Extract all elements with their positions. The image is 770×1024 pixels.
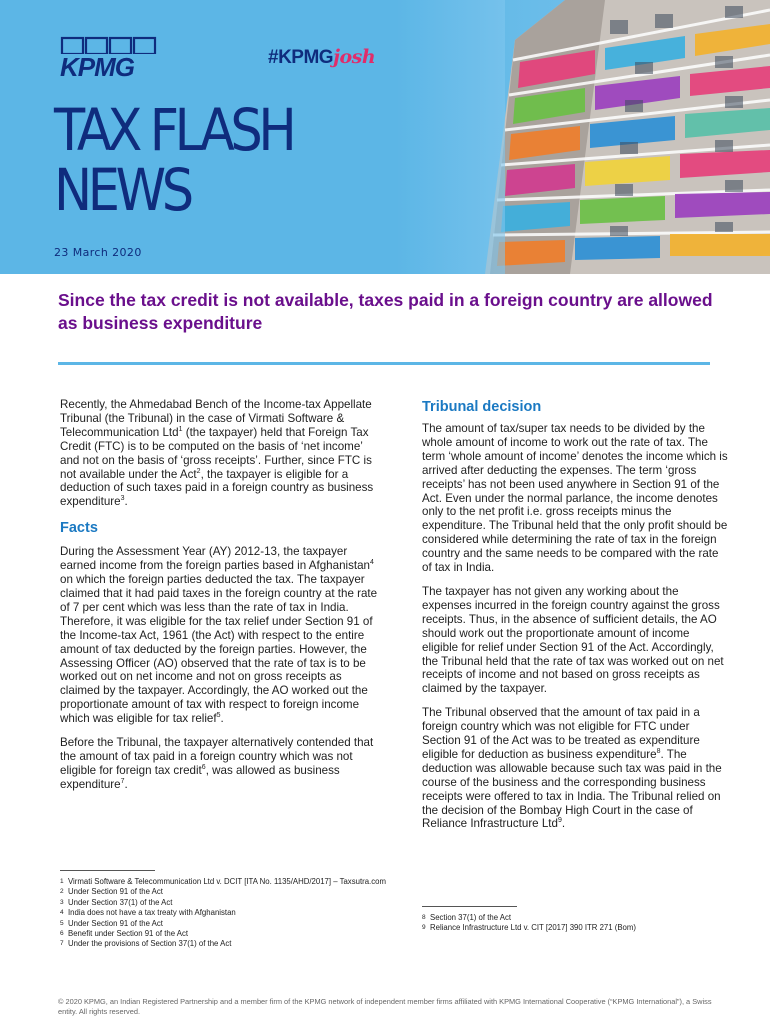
footnotes-left (60, 877, 390, 950)
facts-heading: Facts (60, 520, 98, 537)
intro-paragraph: Recently, the Ahmedabad Bench of the Income-tax Appellate Tribunal (the Tribunal) in the case of Virmati Software & Telecommunication Ltd$^1$ (the taxpayer) held that Foreign Tax Credit (FTC) is to be computed on the basis of ‘net income’ and not on the basis of ‘gross receipts’. Further, since FTC is not available under the Act$^2$, the taxpayer is eligible for a deduction of such taxes paid in a foreign country as business expenditure$^3$. (60, 398, 374, 509)
article-headline: Since the tax credit is not available, taxes paid in a foreign country are allowed as business expenditure (58, 290, 713, 333)
title-line-2: NEWS (54, 156, 190, 224)
footnote: 6 Benefit under Section 91 of the Act (60, 929, 189, 939)
hashtag-accent: josh (333, 46, 376, 68)
footnote: 5 Under Section 91 of the Act (60, 918, 163, 928)
copyright-notice: © 2020 KPMG, an Indian Registered Partnership and a member firm of the KPMG network of independent member firms affiliated with KPMG International Cooperative (“KPMG International”), a Swiss entity. All rights reserved. (58, 997, 712, 1016)
facts-paragraph: During the Assessment Year (AY) 2012-13, the taxpayer earned income from the foreign parties based in Afghanistan$^4$ on which the foreign parties deducted the tax. The taxpayer claimed that it had paid taxes in the foreign country at the rate of 7 per cent which was less than the rate of tax in India. Therefore, it was eligible for the tax relief under Section 91 of the Income-tax Act, 1961 (the Act) with respect to the entire amount of tax deducted by the foreign parties. However, the Assessing Officer (AO) observed that the rate of tax is to be worked out on net income and not on gross receipts as claimed by the taxpayer. Accordingly, the AO worked out the proportionate amount of tax with respect to foreign income which was eligible for tax relief$^5$. (60, 545, 378, 726)
title-line-1: TAX FLASH (54, 96, 293, 164)
header-banner (0, 0, 770, 274)
footnote: 2 Under Section 91 of the Act (60, 887, 163, 897)
kpmg-josh-hashtag (268, 46, 375, 69)
footnotes-right (422, 913, 722, 934)
footnote-divider-right (422, 906, 517, 907)
headline-divider (58, 362, 710, 365)
right-column (422, 398, 728, 841)
footnote: 8 Section 37(1) of the Act (422, 913, 512, 922)
hashtag-prefix: #KPMG (268, 47, 334, 68)
footnote-divider-left (60, 870, 155, 871)
footnote: 7 Under the provisions of Section 37(1) of the Act (60, 939, 232, 949)
page-title (54, 96, 293, 224)
before-tribunal-paragraph: Before the Tribunal, the taxpayer alternatively contended that the amount of tax paid in a foreign country which was not eligible for foreign tax credit$^6$, was allowed as business expenditure$^7$. (60, 736, 374, 791)
footnote: 1 Virmati Software & Telecommunication Ltd v. DCIT [ITA No. 1135/AHD/2017] – Taxsutra.com (60, 877, 386, 886)
footnote: 9 Reliance Infrastructure Ltd v. CIT [2017] 390 ITR 271 (Bom) (422, 923, 636, 933)
decision-paragraph-1: The amount of tax/super tax needs to be divided by the whole amount of income to work out the rate of tax. The term ‘whole amount of income’ denotes the income which is arrived after deducting the expenses. The term ‘gross receipts’ has not been used anywhere in Section 91 of the Act. Even under the normal parlance, the income denotes only to the net profit i.e. gross receipts minus the expenditure. The Tribunal held that the only profit should be considered while determining the rate of tax in the foreign country and the same needs to be compared with the rate of tax in India. (422, 422, 728, 575)
building-photo (395, 0, 770, 274)
tribunal-decision-heading: Tribunal decision (422, 399, 542, 415)
decision-paragraph-2: The taxpayer has not given any working about the expenses incurred in the foreign country against the gross receipts. Thus, in the absence of sufficient details, the AO should work out the proportionate amount of income eligible for relief under Section 91 of the Act. Accordingly, the Tribunal held that the rate of tax was worked out on net receipts of income and not based on gross receipts as claimed by the taxpayer. (422, 584, 724, 696)
kpmg-logo (60, 36, 160, 80)
decision-paragraph-3: The Tribunal observed that the amount of tax paid in a foreign country which was not eligible for FTC under Section 91 of the Act was to be treated as expenditure eligible for deduction as business expenditure$^8$. The deduction was allowable because such tax was paid in the course of the business and the corresponding business receipts were offered to tax in India. The Tribunal relied on the decision of the Bombay High Court in the case of Reliance Infrastructure Ltd$^9$. (422, 706, 722, 831)
footnote: 3 Under Section 37(1) of the Act (60, 897, 173, 907)
left-column (60, 398, 380, 802)
publication-date: 23 March 2020 (54, 246, 142, 259)
footnote: 4 India does not have a tax treaty with Afghanistan (60, 908, 236, 918)
kpmg-logo-text: KPMG (60, 52, 134, 82)
